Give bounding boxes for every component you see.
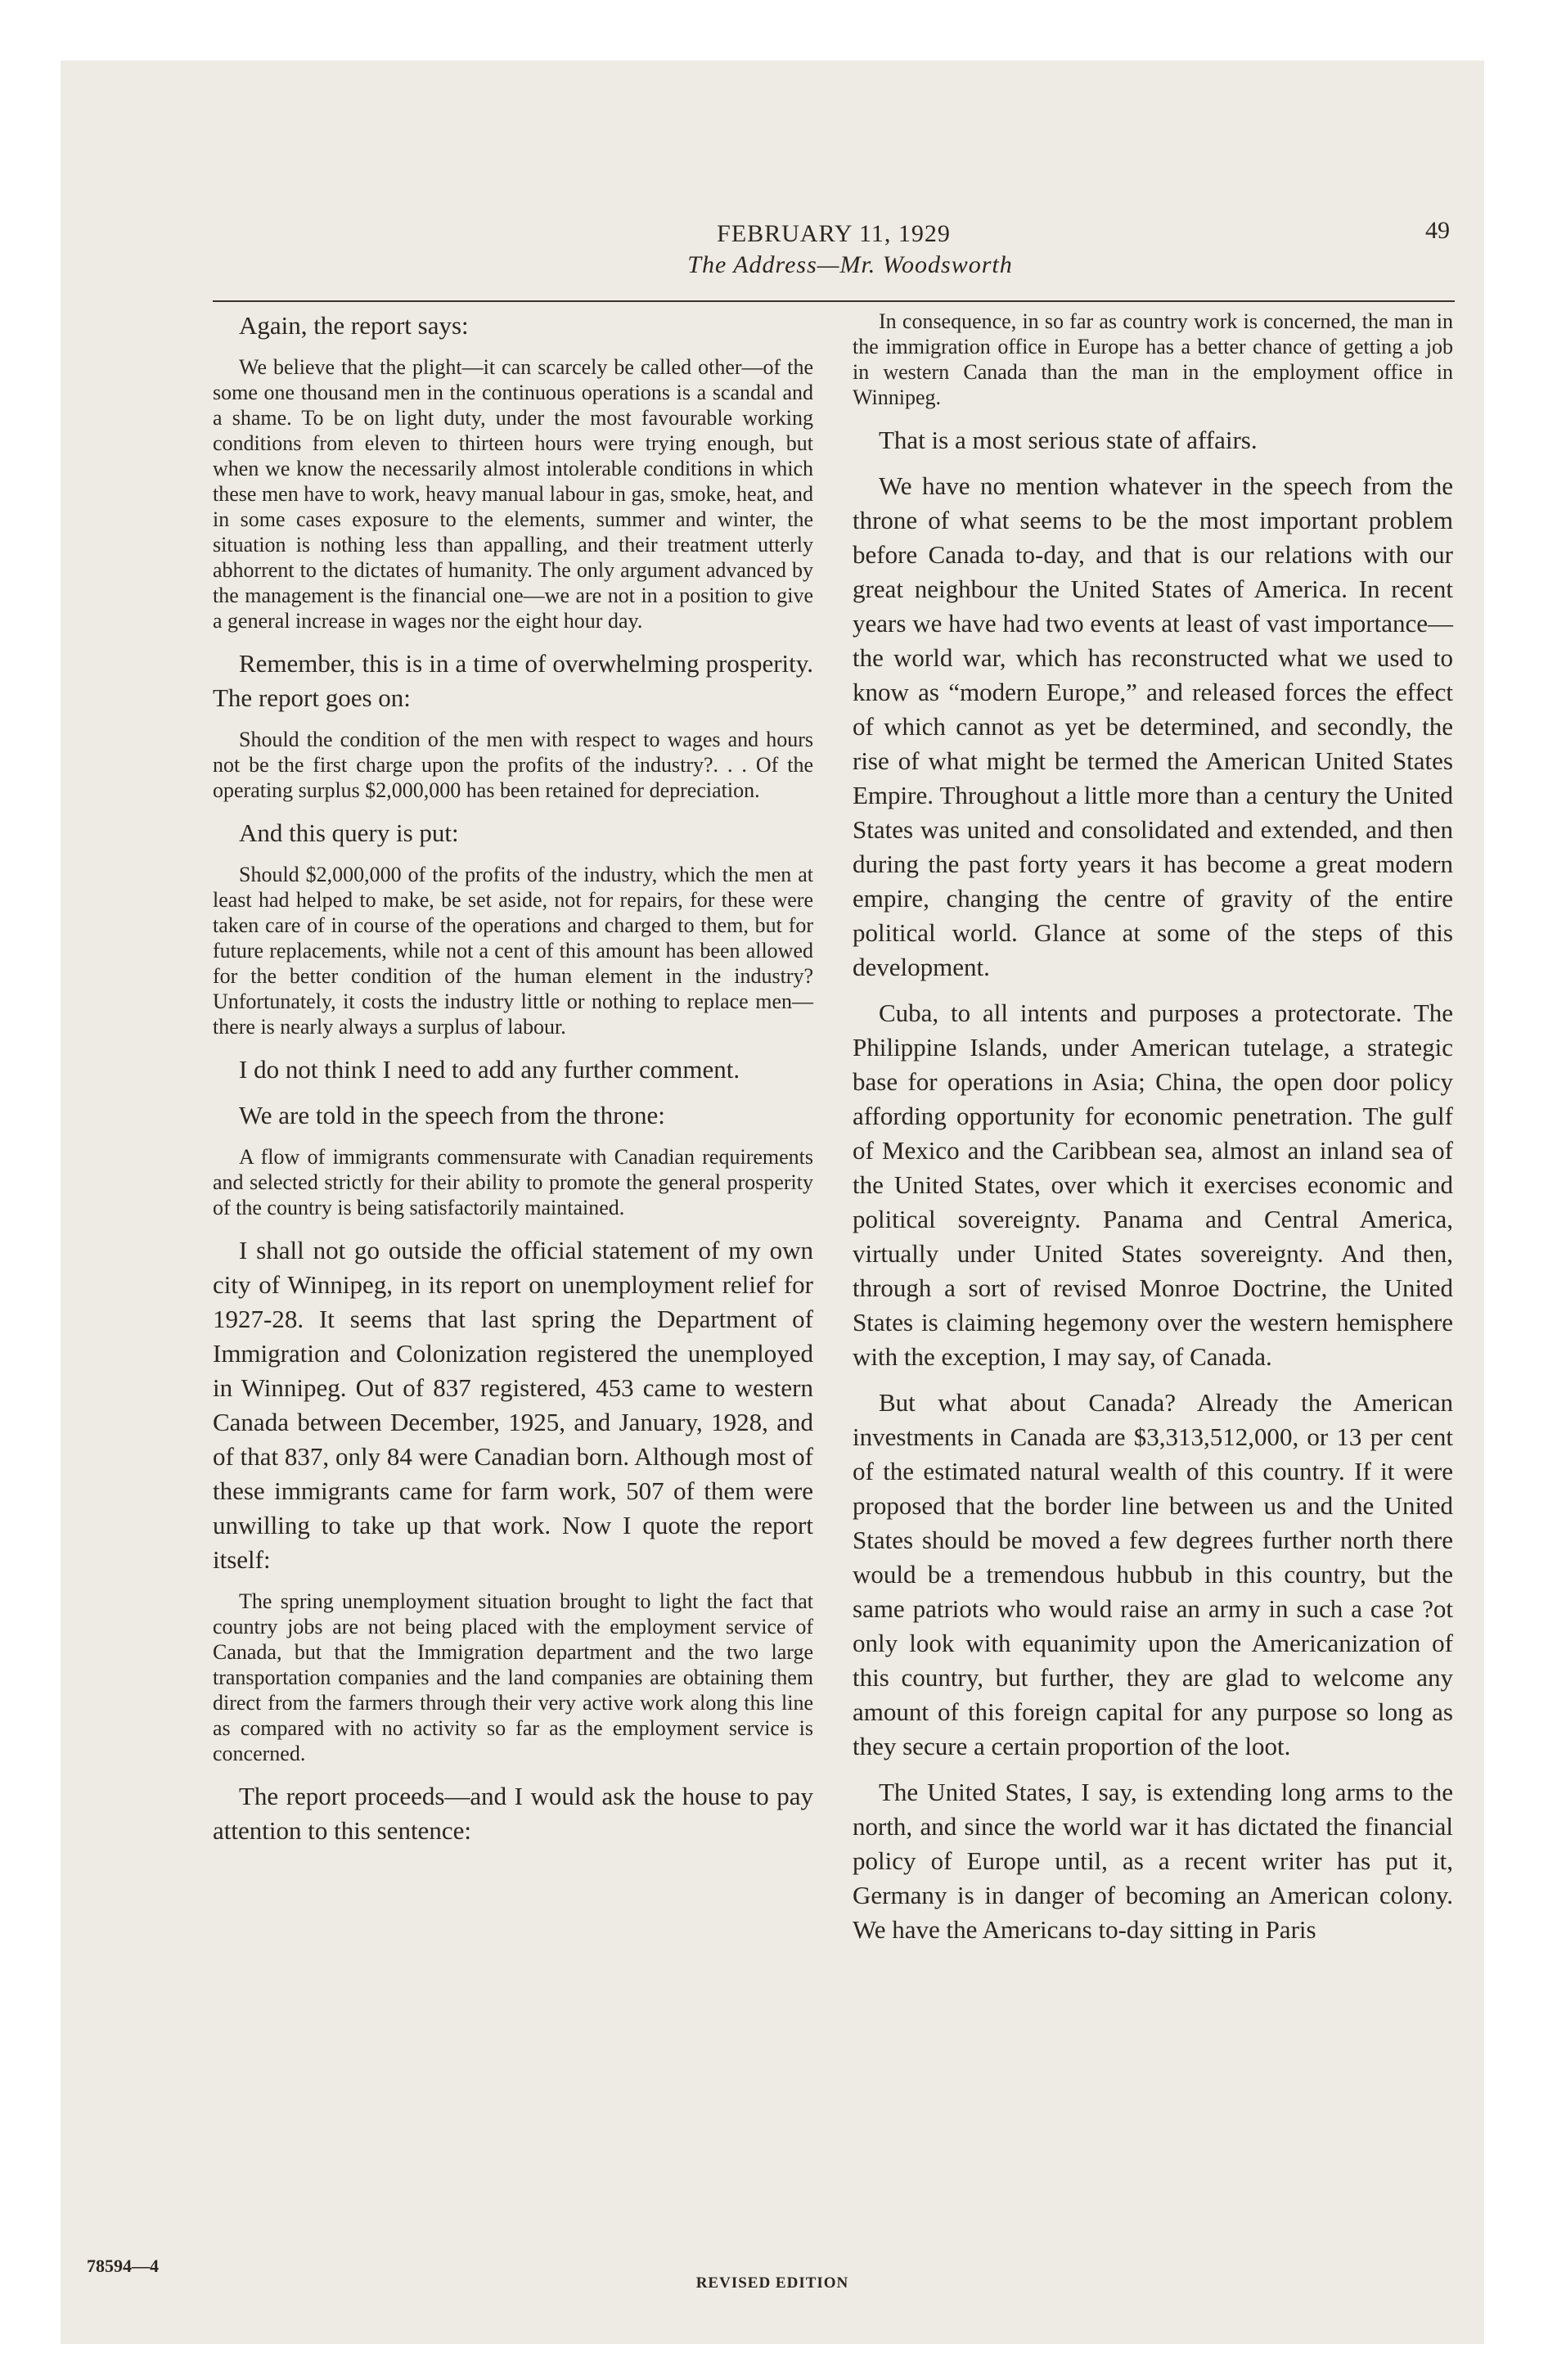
paragraph: I shall not go outside the official statement of my own city of Winnipeg, in its report on unemployment relief for 1927-28. It seems that last spring the Department of Immigration and Colonization registered the unemployed in Winnipeg. Out of 837 registered, 453 came to western Canada between December, 1925, and January, 1928, and of that 837, only 84 were Canadian born. Although most of these immigrants came for farm work, 507 of them were unwilling to take up that work. Now I quote the report itself: bbox=[213, 1236, 813, 1574]
quoted-paragraph: The spring unemployment situation brought to light the fact that country jobs are not being placed with the employment service of Canada, but that the Immigration department and the two large transportation companies and the land companies are obtaining them direct from the farmers through their very active work along this line as compared with no activity so far as the employment service is concerned. bbox=[213, 1589, 813, 1765]
paragraph: That is a most serious state of affairs. bbox=[879, 426, 1258, 454]
quoted-paragraph: In consequence, in so far as country work is concerned, the man in the immigration office in Europe has a better chance of getting a job in western Canada than the man in the employment office in Winnipeg. bbox=[853, 309, 1453, 409]
right-column bbox=[853, 309, 1453, 1959]
paragraph: But what about Canada? Already the American investments in Canada are $3,313,512,000, or 13 per cent of the estimated natural wealth of this country. If it were proposed that the border line between us and the United States should be moved a few degrees further north there would be a tremendous hubbub in this country, but the same patriots who would raise an army in such a case ?ot only look with equanimity upon the Americanization of this country, but further, they are glad to welcome any amount of this foreign capital for any purpose so long as they secure a certain proportion of the loot. bbox=[853, 1388, 1453, 1760]
footer-code: 78594—4 bbox=[87, 2256, 159, 2276]
paragraph: We are told in the speech from the throne: bbox=[239, 1101, 665, 1129]
paragraph: Remember, this is in a time of overwhelming prosperity. The report goes on: bbox=[213, 649, 813, 712]
page-content bbox=[213, 210, 1455, 1944]
footer-edition: REVISED EDITION bbox=[695, 2274, 849, 2292]
quoted-paragraph: A flow of immigrants commensurate with Canadian requirements and selected strictly for their ability to promote the general prosperity of the country is being satisfactorily maintained. bbox=[213, 1145, 813, 1219]
scanned-page bbox=[61, 61, 1484, 2344]
left-column bbox=[213, 309, 813, 1859]
page-number: 49 bbox=[1425, 217, 1450, 244]
paragraph: I do not think I need to add any further comment. bbox=[239, 1055, 740, 1084]
quoted-paragraph: Should the condition of the men with respect to wages and hours not be the first charge upon the profits of the industry?. . . Of the operating surplus $2,000,000 has been retained for depreciation. bbox=[213, 728, 813, 802]
header-rule bbox=[213, 300, 1455, 302]
page-header bbox=[213, 210, 1455, 302]
header-subtitle: The Address—Mr. Woodsworth bbox=[687, 251, 1013, 278]
quoted-paragraph: Should $2,000,000 of the profits of the industry, which the men at least had helped to make, be set aside, not for repairs, for these were taken care of in course of the operations and charged to them, but for future replacements, while not a cent of this amount has been allowed for the better condition of the human element in the industry? Unfortunately, it costs the industry little or nothing to replace men—there is nearly always a surplus of labour. bbox=[213, 863, 813, 1039]
paragraph: And this query is put: bbox=[239, 818, 459, 847]
paragraph: The United States, I say, is extending long arms to the north, and since the world war it has dictated the financial policy of Europe until, as a recent writer has put it, Germany is in danger of becoming an American colony. We have the Americans to-day sitting in Paris bbox=[853, 1778, 1453, 1944]
quoted-paragraph: We believe that the plight—it can scarcely be called other—of the some one thousand men in the continuous operations is a scandal and a shame. To be on light duty, under the most favourable working conditions from eleven to thirteen hours were trying enough, but when we know the necessarily almost intolerable conditions in which these men have to work, heavy manual labour in gas, smoke, heat, and in some cases exposure to the elements, summer and winter, the situation is nothing less than appalling, and their treatment utterly abhorrent to the dictates of humanity. The only argument advanced by the management is the financial one—we are not in a position to give a general increase in wages nor the eight hour day. bbox=[213, 355, 813, 633]
paragraph: Cuba, to all intents and purposes a protectorate. The Philippine Islands, under American tutelage, a strategic base for operations in Asia; China, the open door policy affording opportunity for economic penetration. The gulf of Mexico and the Caribbean sea, almost an inland sea of the United States, over which it exercises economic and political sovereignty. Panama and Central America, virtually under United States sovereignty. And then, through a sort of revised Monroe Doctrine, the United States is claiming hegemony over the western hemisphere with the exception, I may say, of Canada. bbox=[853, 998, 1453, 1371]
paragraph: We have no mention whatever in the speech from the throne of what seems to be the most important problem before Canada to-day, and that is our relations with our great neighbour the United States of America. In recent years we have had two events at least of vast importance—the world war, which has reconstructed what we used to know as “modern Europe,” and released forces the effect of which cannot as yet be determined, and secondly, the rise of what might be termed the American United States Empire. Throughout a little more than a century the United States was united and consolidated and extended, and then during the past forty years it has become a great modern empire, changing the centre of gravity of the entire political world. Glance at some of the steps of this development. bbox=[853, 471, 1453, 981]
paragraph: The report proceeds—and I would ask the house to pay attention to this sentence: bbox=[213, 1782, 813, 1845]
header-date: FEBRUARY 11, 1929 bbox=[717, 220, 951, 247]
paragraph: Again, the report says: bbox=[239, 311, 469, 340]
